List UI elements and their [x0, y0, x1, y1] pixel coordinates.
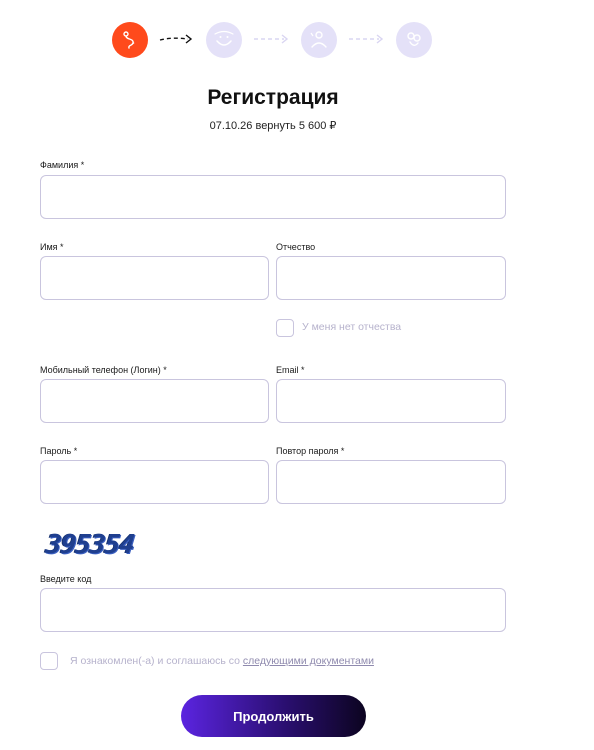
person-icon: [307, 28, 331, 52]
middle-name-input[interactable]: [276, 256, 506, 300]
page-title: Регистрация: [207, 86, 339, 109]
agree-prefix: Я ознакомлен(-а) и соглашаюсь со: [70, 655, 243, 667]
step-connector-2: [252, 32, 292, 46]
continue-button[interactable]: Продолжить: [181, 695, 366, 737]
first-name-input[interactable]: [40, 256, 269, 300]
middle-name-label: Отчество: [276, 242, 316, 252]
agree-text: [70, 655, 374, 667]
no-middle-name-checkbox[interactable]: [276, 319, 294, 337]
password-repeat-input[interactable]: [276, 460, 506, 504]
step-3-person: [301, 22, 337, 58]
captcha-code-input[interactable]: [40, 588, 506, 632]
first-name-label: Имя *: [40, 242, 64, 252]
last-name-input[interactable]: [40, 175, 506, 219]
step-connector-3: [347, 32, 387, 46]
smile-icon: [212, 28, 236, 52]
phone-input[interactable]: [40, 379, 269, 423]
coins-icon: [402, 28, 426, 52]
step-4-coins: [396, 22, 432, 58]
route-icon: [119, 29, 141, 51]
last-name-label: Фамилия *: [40, 160, 85, 170]
captcha-image: 395354: [44, 530, 136, 560]
phone-label: Мобильный телефон (Логин) *: [40, 365, 167, 375]
captcha-code-label: Введите код: [40, 574, 92, 584]
password-repeat-label: Повтор пароля *: [276, 446, 345, 456]
password-label: Пароль *: [40, 446, 78, 456]
email-label: Email *: [276, 365, 305, 375]
agree-checkbox[interactable]: [40, 652, 58, 670]
documents-link[interactable]: следующими документами: [242, 655, 374, 667]
step-connector-1: [158, 32, 196, 46]
no-middle-name-label[interactable]: У меня нет отчества: [302, 321, 402, 333]
loan-summary: 07.10.26 вернуть 5 600 ₽: [209, 120, 337, 132]
step-2-smile: [206, 22, 242, 58]
registration-stepper: [0, 0, 594, 60]
step-1-route: [112, 22, 148, 58]
password-input[interactable]: [40, 460, 269, 504]
email-input[interactable]: [276, 379, 506, 423]
